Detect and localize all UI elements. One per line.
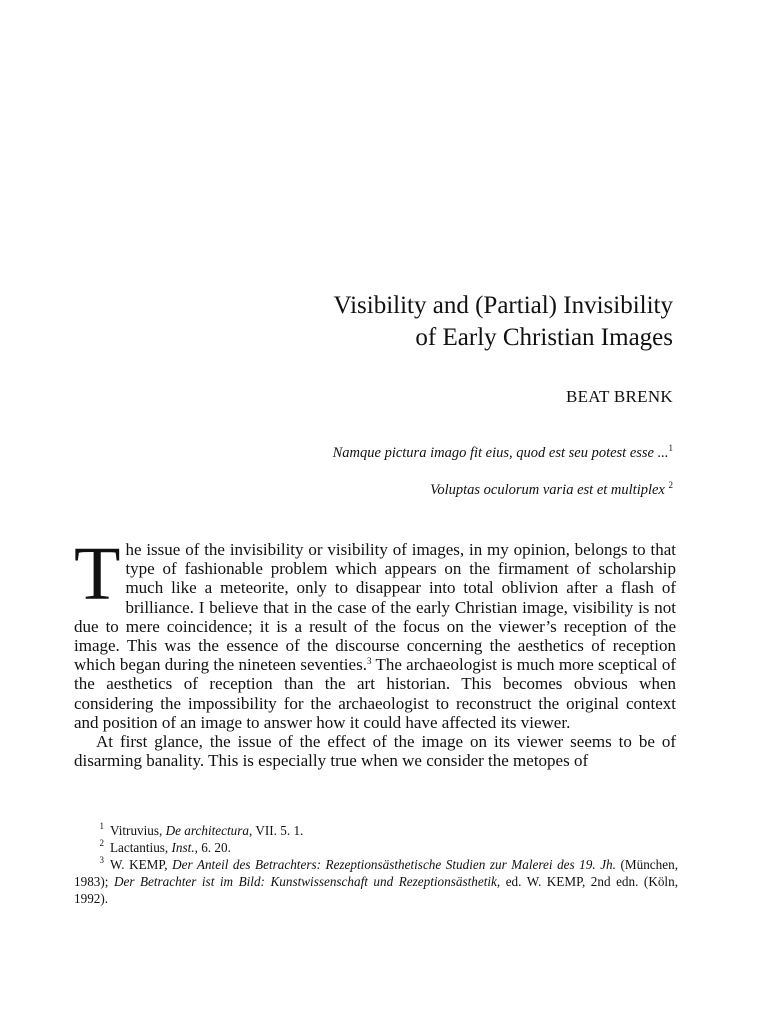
- epigraph-2: [430, 482, 673, 499]
- footnote-3-work-1: Der Anteil des Betrachters: Rezeptionsästhetische Studien zur Malerei des 19. Jh.: [172, 857, 616, 872]
- epigraph-2-text: Voluptas oculorum varia est et multiplex: [430, 482, 665, 498]
- footnote-1-ref: , VII. 5. 1.: [249, 823, 304, 838]
- footnotes: [74, 822, 678, 907]
- paragraph-2: At first glance, the issue of the effect of the image on its viewer seems to be of disarming banality. This is especially true when we consider the metopes of: [74, 732, 676, 771]
- footnote-3-pub-2: , ed. W. KEMP, 2nd edn. (Köln, 1992).: [74, 874, 678, 906]
- paragraph-1-tail: The archaeologist is much more sceptical of the aesthetics of reception than the art historian. This becomes obvious when considering the impossibility for the archaeologist to reconstruct the original context and position of an image to answer how it could have affected its viewer.: [74, 655, 676, 732]
- footnote-3-work-2: Der Betrachter ist im Bild: Kunstwissenschaft und Rezeptionsästhetik: [113, 874, 497, 889]
- footnote-3: $^3$ W. KEMP, Der Anteil des Betrachters: Rezeptionsästhetische Studien zur Malerei des 19. Jh. (München, 1983); Der Betrachter ist im Bild: Kunstwissenschaft und Rezeptionsästhetik, ed. W. KEMP, 2nd edn. (Köln, 1992).: [74, 855, 678, 906]
- footnote-3-author: W. KEMP,: [110, 857, 173, 872]
- footnote-2-work: Inst.: [171, 840, 195, 855]
- epigraph-2-note: 2: [668, 480, 673, 490]
- epigraph-1-note: 1: [668, 443, 673, 453]
- epigraph-1-text: Namque pictura imago fit eius, quod est seu potest esse ...: [332, 445, 669, 461]
- paragraph-1-text: he issue of the invisibility or visibility of images, in my opinion, belongs to that type of fashionable problem which appears on the firmament of scholarship much like a meteorite, only to disappear into total oblivion after a flash of brilliance. I believe that in the case of the early Christian image, visibility is not due to mere coincidence; it is a result of the focus on the viewer’s reception of the image. This was the essence of the discourse concerning the aesthetics of reception which began during the nineteen seventies.: [74, 540, 676, 675]
- footnote-2-ref: , 6. 20.: [194, 840, 231, 855]
- footnote-1-work: De architectura: [165, 823, 249, 838]
- article-title-line-2: of Early Christian Images: [415, 324, 673, 351]
- drop-cap: T: [74, 532, 121, 616]
- author-name: BEAT BRENK: [565, 387, 673, 406]
- footnote-1: $^1$ Vitruvius, De architectura, VII. 5. 1.: [99, 821, 304, 838]
- epigraph-1: [333, 445, 673, 462]
- footnote-1-author: Vitruvius,: [110, 823, 166, 838]
- article-title-line-1: Visibility and (Partial) Invisibility: [333, 292, 673, 319]
- body-text: [74, 532, 676, 771]
- footnote-2: $^2$ Lactantius, Inst., 6. 20.: [99, 838, 231, 855]
- footnote-ref-3: 3: [366, 656, 372, 667]
- footnote-2-author: Lactantius,: [110, 840, 172, 855]
- paragraph-1: [74, 532, 676, 732]
- footnote-3-pub-1: (München, 1983);: [74, 857, 678, 889]
